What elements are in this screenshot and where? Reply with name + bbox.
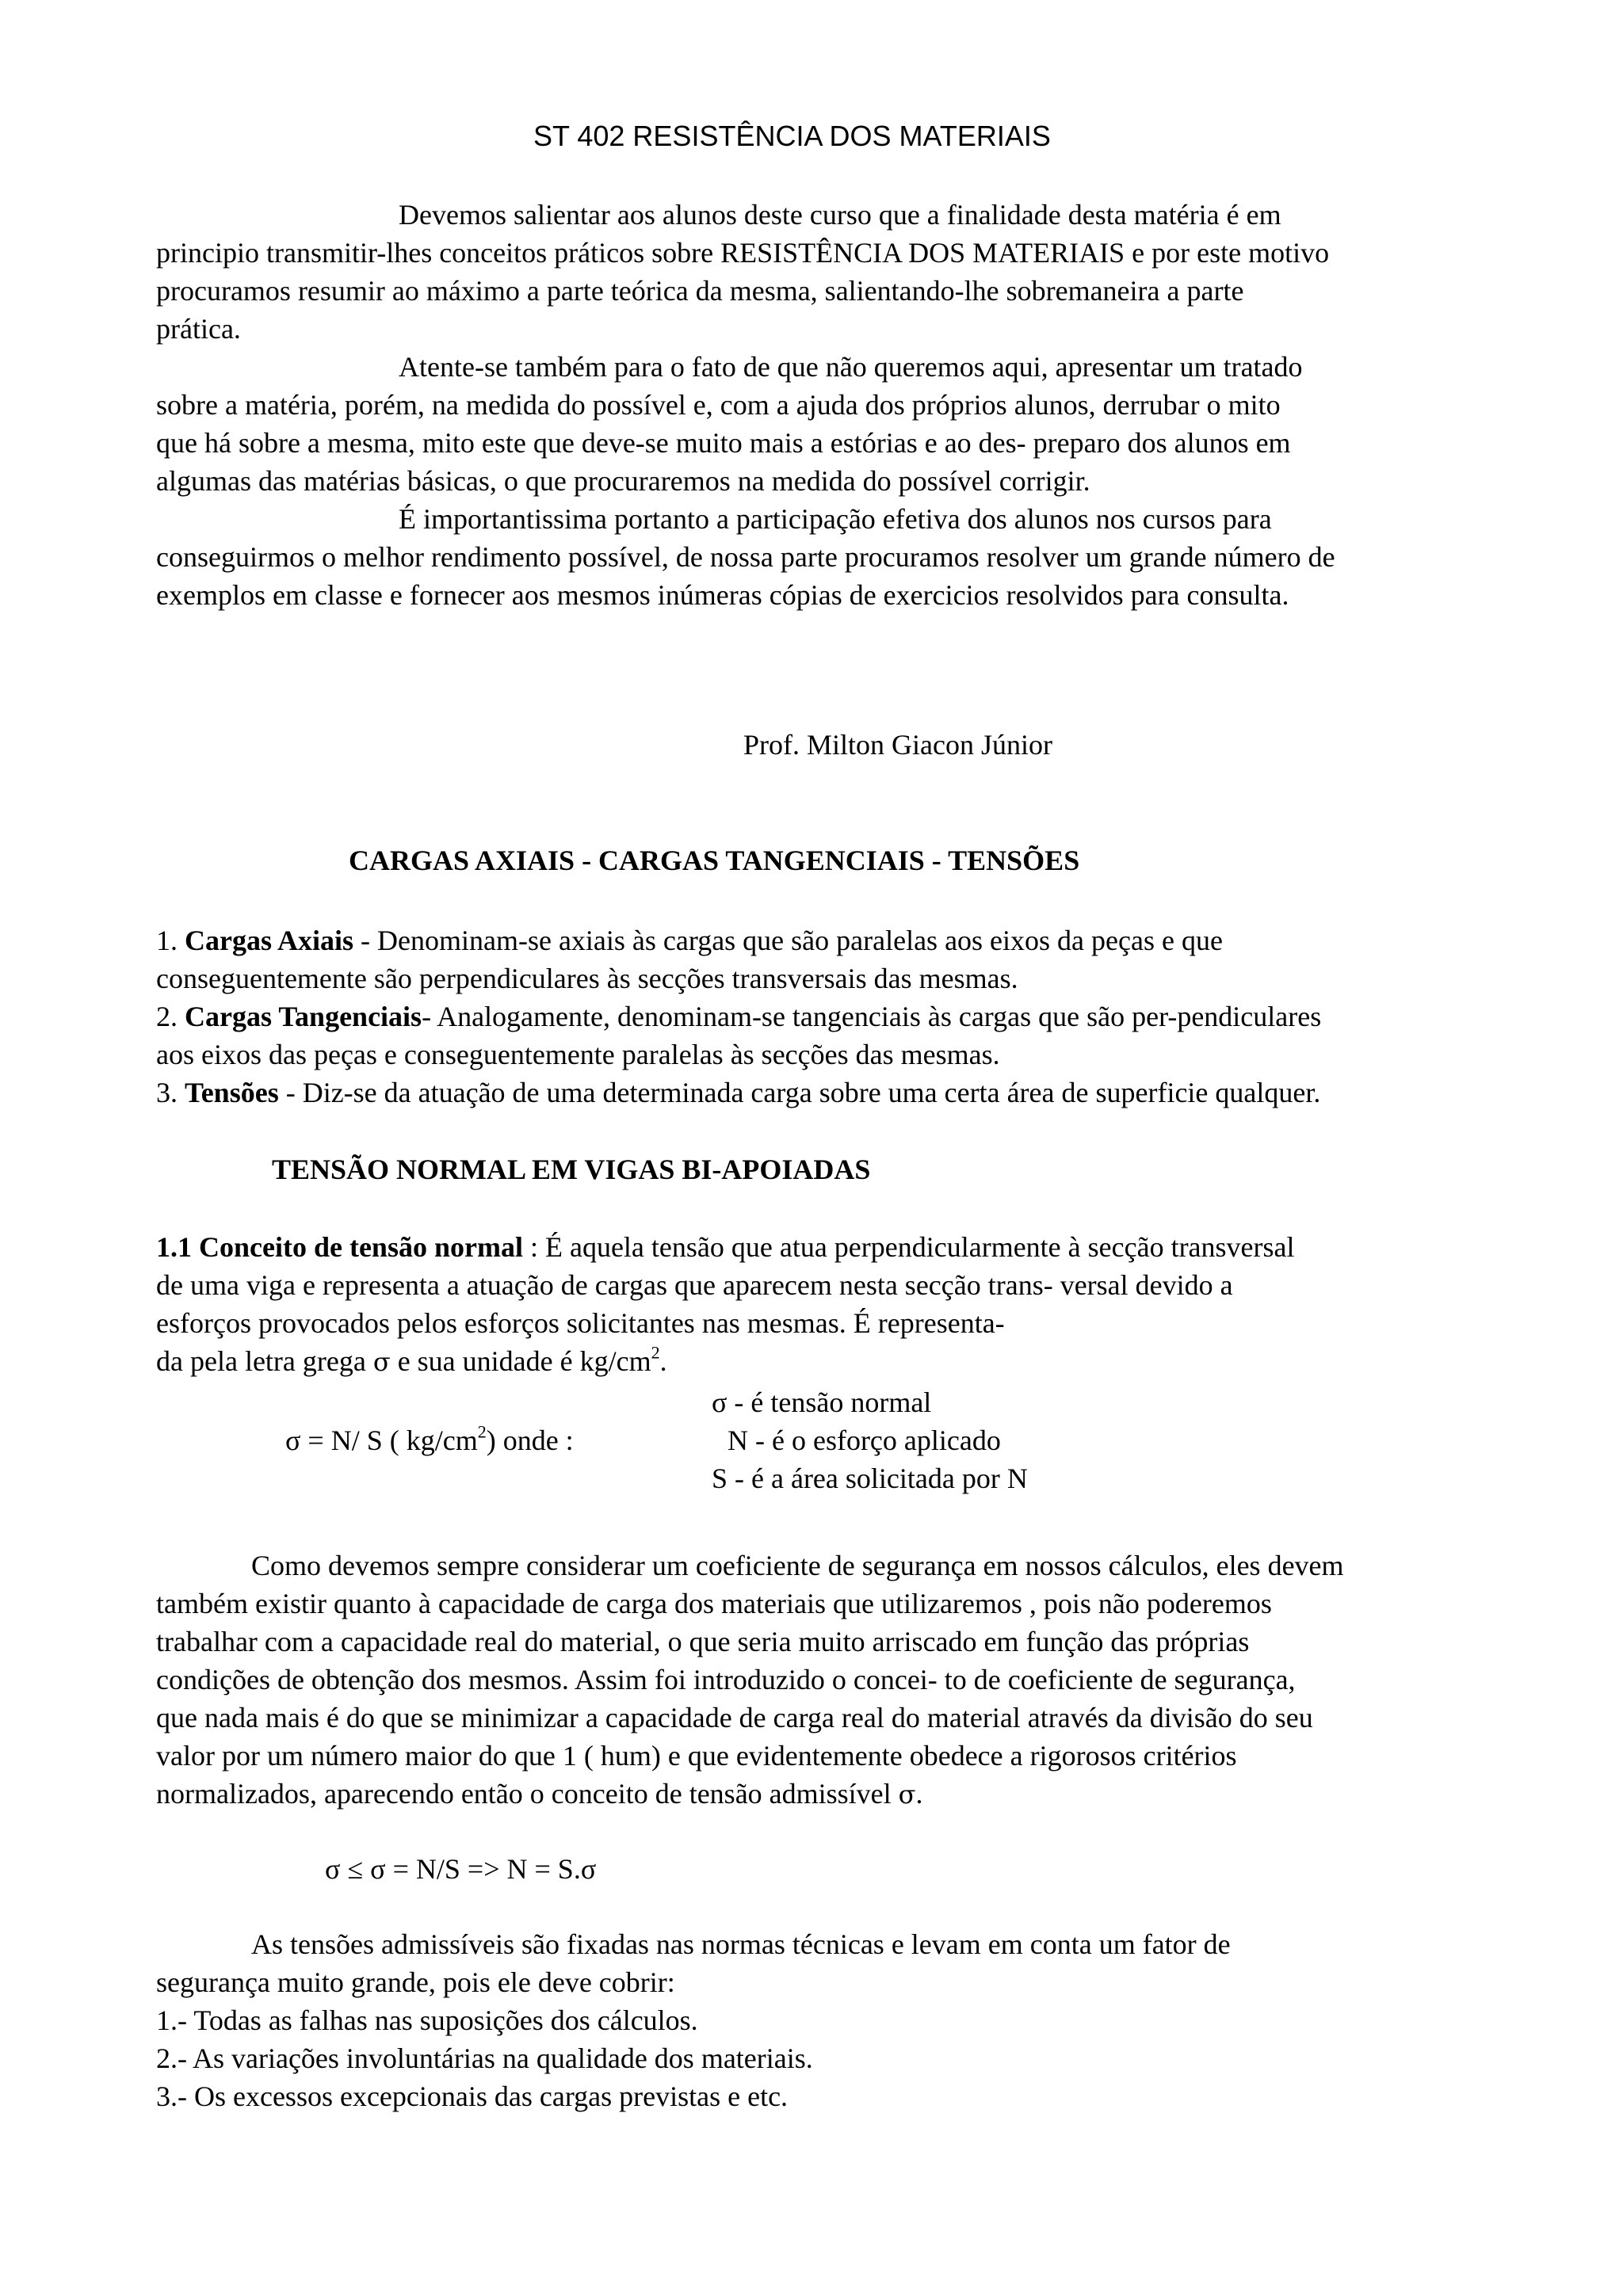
paragraph-line: Como devemos sempre considerar um coeficiente de segurança em nossos cálculos, eles devem: [251, 1550, 1344, 1581]
definition-term: Tensões: [185, 1077, 279, 1108]
paragraph-line: segurança muito grande, pois ele deve cobrir:: [156, 1966, 675, 1998]
paragraph-line: que nada mais é do que se minimizar a capacidade de carga real do material através da divisão do seu: [156, 1702, 1313, 1733]
admissible-stress-formula: σ ≤ σ = N/S => N = S.σ: [325, 1853, 597, 1885]
intro-line: que há sobre a mesma, mito este que deve-se muito mais a estórias e ao des- preparo dos alunos em: [156, 427, 1291, 459]
author-signature: Prof. Milton Giacon Júnior: [743, 729, 1052, 761]
definition-term: Cargas Tangenciais: [185, 1001, 422, 1032]
paragraph-line: condições de obtenção dos mesmos. Assim foi introduzido o concei- to de coeficiente de segurança,: [156, 1664, 1296, 1695]
paragraph-line: As tensões admissíveis são fixadas nas normas técnicas e levam em conta um fator de: [251, 1928, 1231, 1960]
intro-line: prática.: [156, 313, 241, 345]
definition-term: Cargas Axiais: [185, 925, 354, 956]
equation-key-s: S - é a área solicitada por N: [712, 1463, 1028, 1494]
definition-item: 1. Cargas Axiais - Denominam-se axiais às cargas que são paralelas aos eixos da peças e que: [156, 925, 1223, 956]
sigma-symbol: σ: [372, 1347, 391, 1377]
intro-line: exemplos em classe e fornecer aos mesmos inúmeras cópias de exercicios resolvidos para consulta.: [156, 579, 1289, 611]
paragraph-line: normalizados, aparecendo então o conceito de tensão admissível σ.: [156, 1778, 923, 1810]
intro-line: principio transmitir-lhes conceitos práticos sobre RESISTÊNCIA DOS MATERIAIS e por este motivo: [156, 237, 1330, 269]
intro-line: conseguirmos o melhor rendimento possível, de nossa parte procuramos resolver um grande número de: [156, 541, 1335, 573]
intro-line: sobre a matéria, porém, na medida do possível e, com a ajuda dos próprios alunos, derrubar o mito: [156, 389, 1281, 421]
definition-line: aos eixos das peças e conseguentemente paralelas às secções das mesmas.: [156, 1039, 1000, 1070]
concept-line: de uma viga e representa a atuação de cargas que aparecem nesta secção trans- versal devido a: [156, 1269, 1233, 1301]
concept-paragraph: 1.1 Conceito de tensão normal : É aquela tensão que atua perpendicularmente à secção transversal de uma viga e representa a atuação de cargas que aparecem nesta secção trans- versal devido a esforços provocados pelos esforços solicitantes nas mesmas. É representa- da pela letra grega σ e sua unidade é $kg/cm^2$.: [156, 1228, 1519, 1381]
intro-line: procuramos resumir ao máximo a parte teórica da mesma, salientando-lhe sobremaneira a parte: [156, 275, 1244, 307]
list-item: 1.- Todas as falhas nas suposições dos cálculos.: [156, 2004, 698, 2036]
stress-equation: σ = N/ S ( $kg/cm^2$) onde :: [285, 1421, 574, 1456]
equation-key-sigma: σ - é tensão normal: [712, 1386, 932, 1418]
definitions-list: [156, 921, 1519, 1112]
safety-paragraph: [156, 1547, 1519, 1814]
list-item: 3.- Os excessos excepcionais das cargas previstas e etc.: [156, 2081, 789, 2112]
concept-line: esforços provocados pelos esforços solicitantes nas mesmas. É representa-: [156, 1307, 1005, 1339]
concept-line: da pela letra grega σ e sua unidade é $kg/cm^2$.: [156, 1342, 667, 1377]
section-heading-loads: CARGAS AXIAIS - CARGAS TANGENCIAIS - TENSÕES: [349, 845, 1080, 876]
section-heading-normal-stress: TENSÃO NORMAL EM VIGAS BI-APOIADAS: [272, 1154, 871, 1185]
document-title: ST 402 RESISTÊNCIA DOS MATERIAIS: [533, 120, 1051, 152]
concept-label: 1.1 Conceito de tensão normal: [156, 1231, 523, 1263]
equation-key-n: N - é o esforço aplicado: [727, 1425, 1001, 1456]
list-item: 2.- As variações involuntárias na qualidade dos materiais.: [156, 2042, 813, 2074]
sigma-symbol: σ: [898, 1779, 916, 1810]
paragraph-line: valor por um número maior do que 1 ( hum) e que evidentemente obedece a rigorosos critérios: [156, 1740, 1237, 1772]
definition-item: 2. Cargas Tangenciais- Analogamente, denominam-se tangenciais às cargas que são per-pendiculares: [156, 1001, 1322, 1032]
definition-item: 3. Tensões - Diz-se da atuação de uma determinada carga sobre uma certa área de superficie qualquer.: [156, 1077, 1321, 1108]
admissible-paragraph: [156, 1925, 1519, 2115]
intro-line: Devemos salientar aos alunos deste curso que a finalidade desta matéria é em: [399, 199, 1281, 231]
definition-line: conseguentemente são perpendiculares às secções transversais das mesmas.: [156, 963, 1018, 994]
intro-line: É importantissima portanto a participação efetiva dos alunos nos cursos para: [399, 503, 1272, 535]
paragraph-line: também existir quanto à capacidade de carga dos materiais que utilizaremos , pois não poderemos: [156, 1588, 1272, 1619]
intro-line: Atente-se também para o fato de que não queremos aqui, apresentar um tratado: [399, 351, 1303, 383]
intro-section: [156, 196, 1519, 614]
paragraph-line: trabalhar com a capacidade real do material, o que seria muito arriscado em função das próprias: [156, 1626, 1250, 1657]
intro-line: algumas das matérias básicas, o que procuraremos na medida do possível corrigir.: [156, 465, 1090, 497]
